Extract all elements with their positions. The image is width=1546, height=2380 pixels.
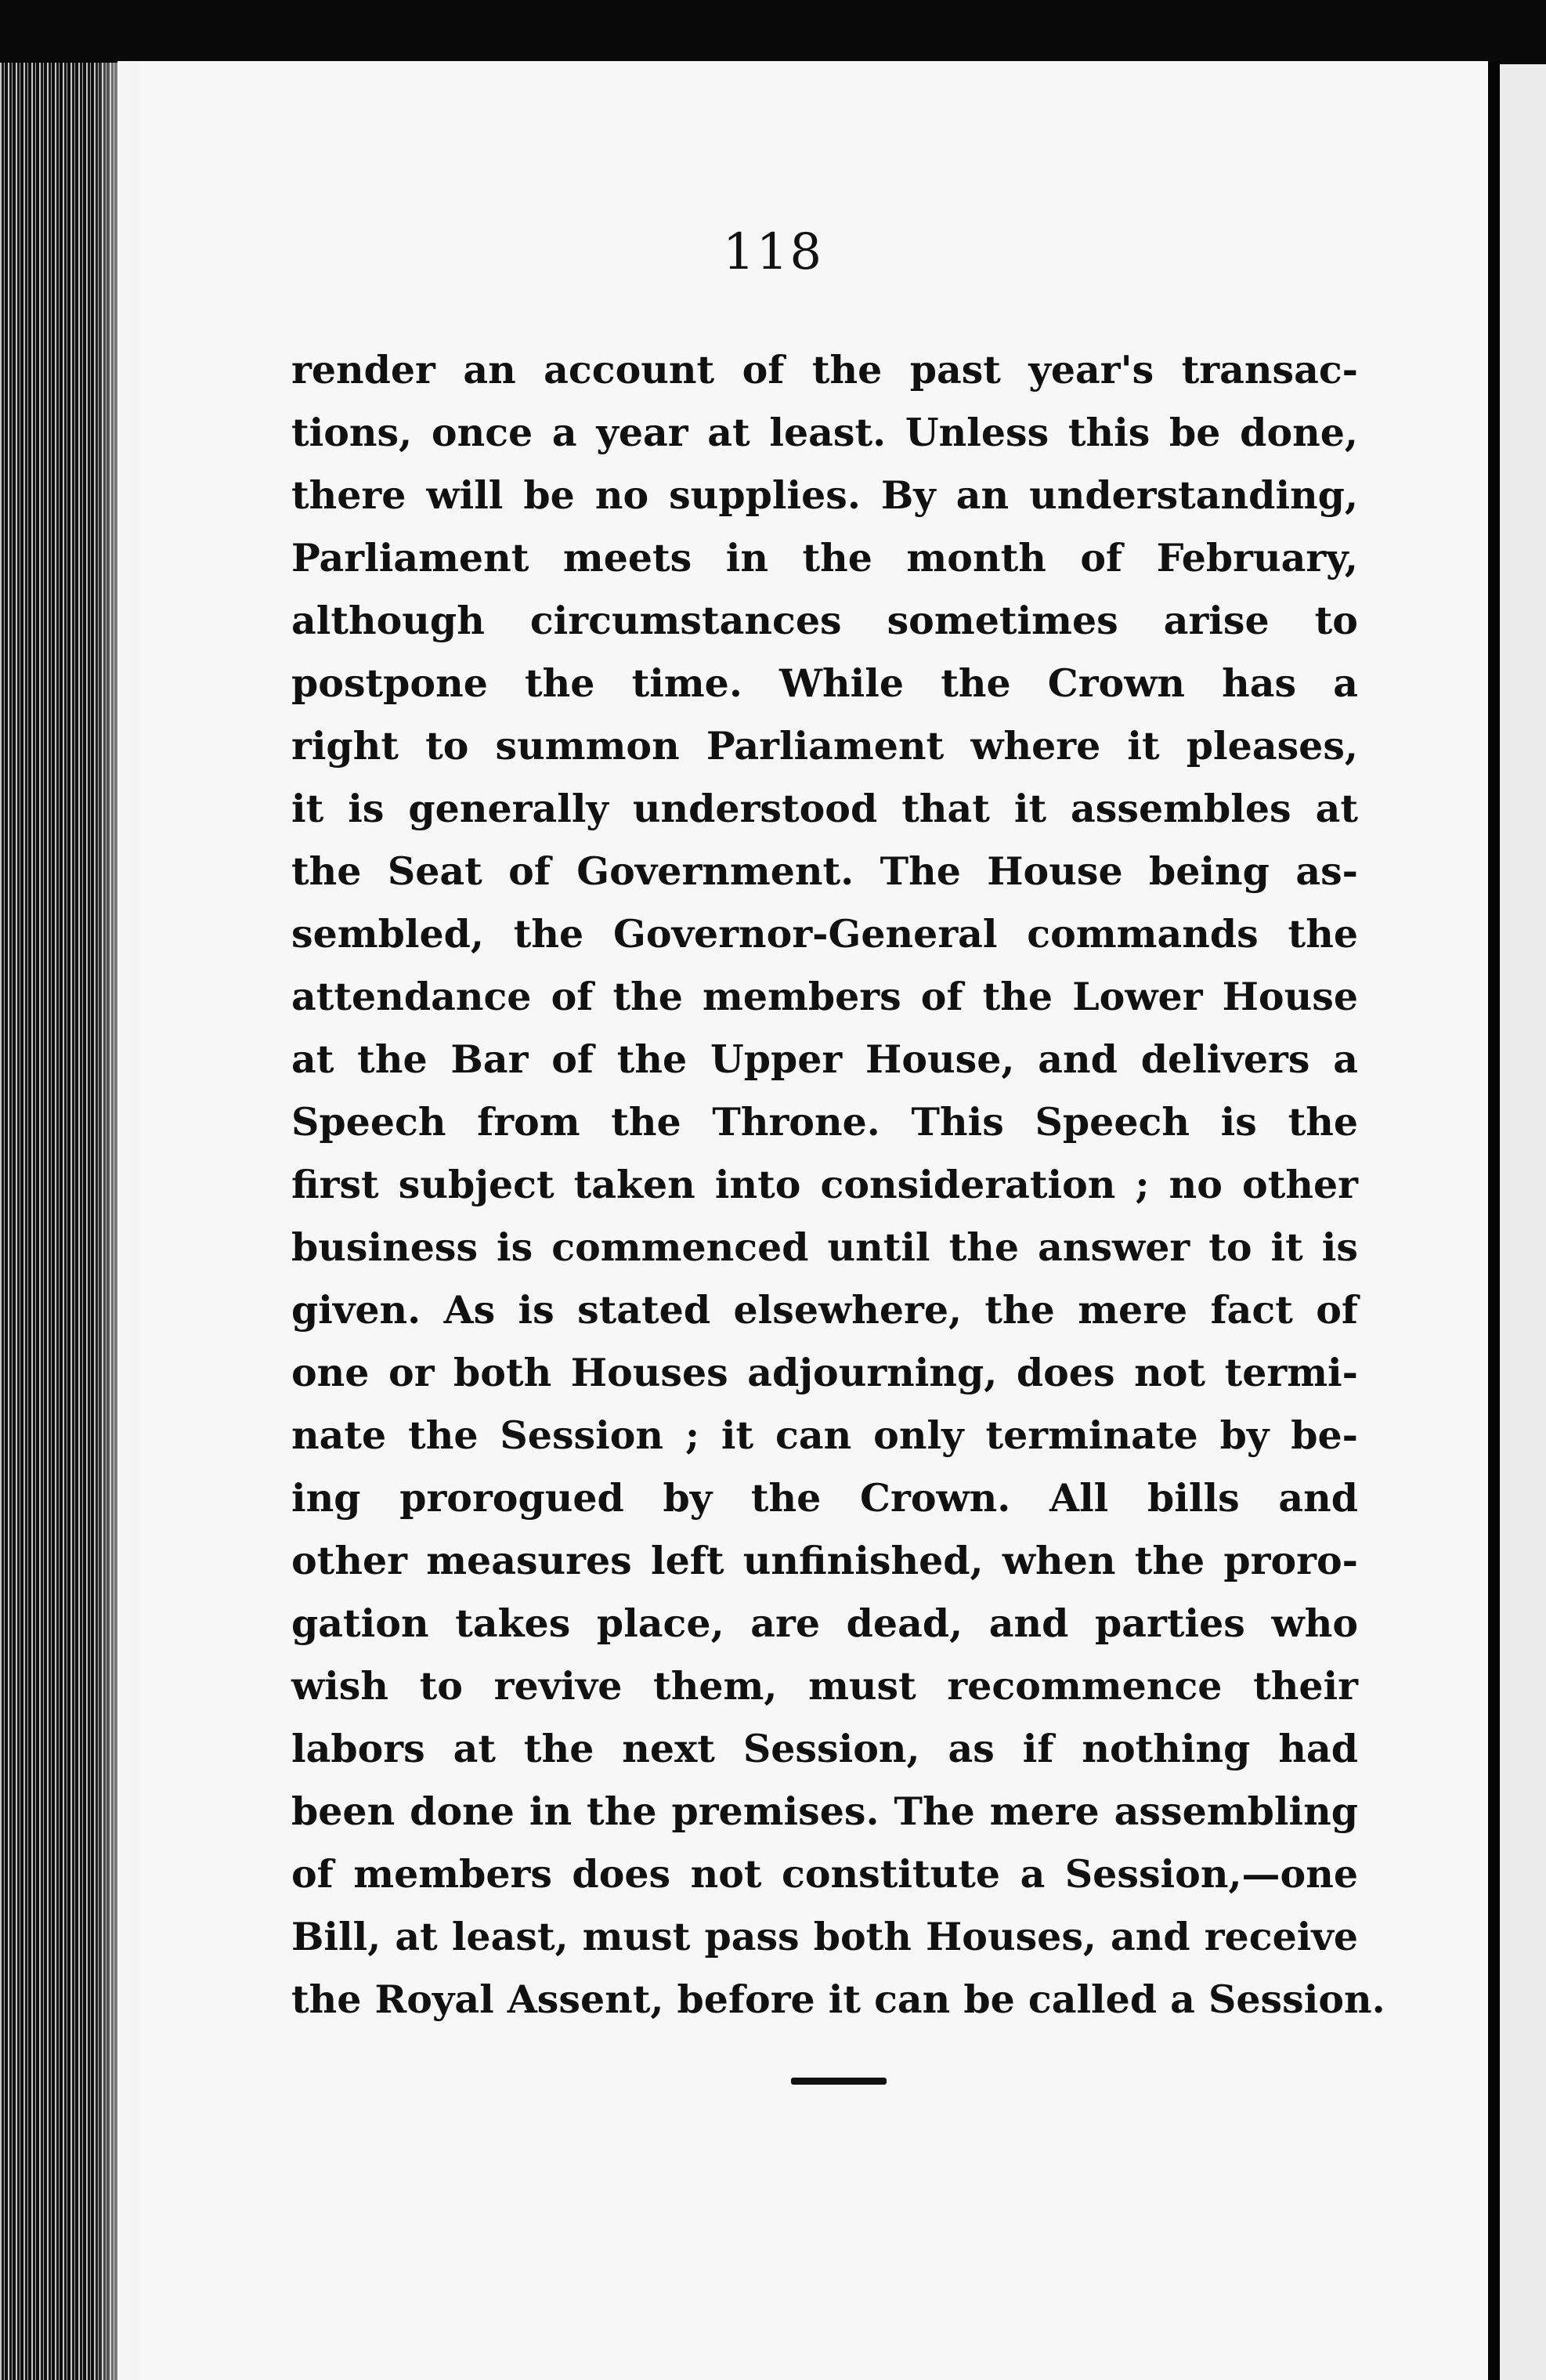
- text-line: of members does not constitute a Session,—one: [291, 1851, 1358, 1897]
- text-line: Parliament meets in the month of February,: [291, 535, 1358, 581]
- text-line: it is generally understood that it assembles at: [291, 786, 1358, 831]
- text-line: the Royal Assent, before it can be called a Session.: [291, 1977, 1385, 2022]
- page-edge-shadow: [94, 63, 141, 2380]
- text-line: business is commenced until the answer to it is: [291, 1224, 1358, 1270]
- text-line: render an account of the past year's transac-: [291, 347, 1358, 392]
- text-line: at the Bar of the Upper House, and delivers a: [291, 1036, 1358, 1082]
- text-line: first subject taken into consideration ; no other: [291, 1162, 1358, 1207]
- text-line: there will be no supplies. By an understanding,: [291, 472, 1358, 518]
- text-line: sembled, the Governor-General commands the: [291, 911, 1358, 957]
- text-line: wish to revive them, must recommence their: [291, 1663, 1358, 1709]
- text-line: right to summon Parliament where it pleases,: [291, 723, 1358, 769]
- text-line: tions, once a year at least. Unless this be done,: [291, 410, 1358, 455]
- text-line: other measures left unfinished, when the proro-: [291, 1538, 1358, 1583]
- text-line: ing prorogued by the Crown. All bills and: [291, 1475, 1358, 1521]
- text-line: given. As is stated elsewhere, the mere fact of: [291, 1287, 1358, 1333]
- text-line: although circumstances sometimes arise to: [291, 598, 1358, 643]
- text-line: been done in the premises. The mere assembling: [291, 1789, 1358, 1834]
- end-rule: [791, 2078, 887, 2085]
- text-line: nate the Session ; it can only terminate by be-: [291, 1412, 1358, 1458]
- text-line: attendance of the members of the Lower House: [291, 974, 1358, 1019]
- text-line: Speech from the Throne. This Speech is the: [291, 1099, 1358, 1145]
- text-line: the Seat of Government. The House being as-: [291, 848, 1358, 894]
- body-text: [291, 338, 1385, 2031]
- text-line: gation takes place, are dead, and parties who: [291, 1601, 1358, 1646]
- text-line: postpone the time. While the Crown has a: [291, 660, 1358, 706]
- text-line: one or both Houses adjourning, does not termi-: [291, 1350, 1358, 1395]
- page-number: 118: [722, 223, 824, 281]
- text-line: Bill, at least, must pass both Houses, and receive: [291, 1914, 1358, 1959]
- next-page-edge: [1500, 64, 1546, 2380]
- text-line: labors at the next Session, as if nothing had: [291, 1726, 1358, 1771]
- page-gutter: [1488, 61, 1500, 2380]
